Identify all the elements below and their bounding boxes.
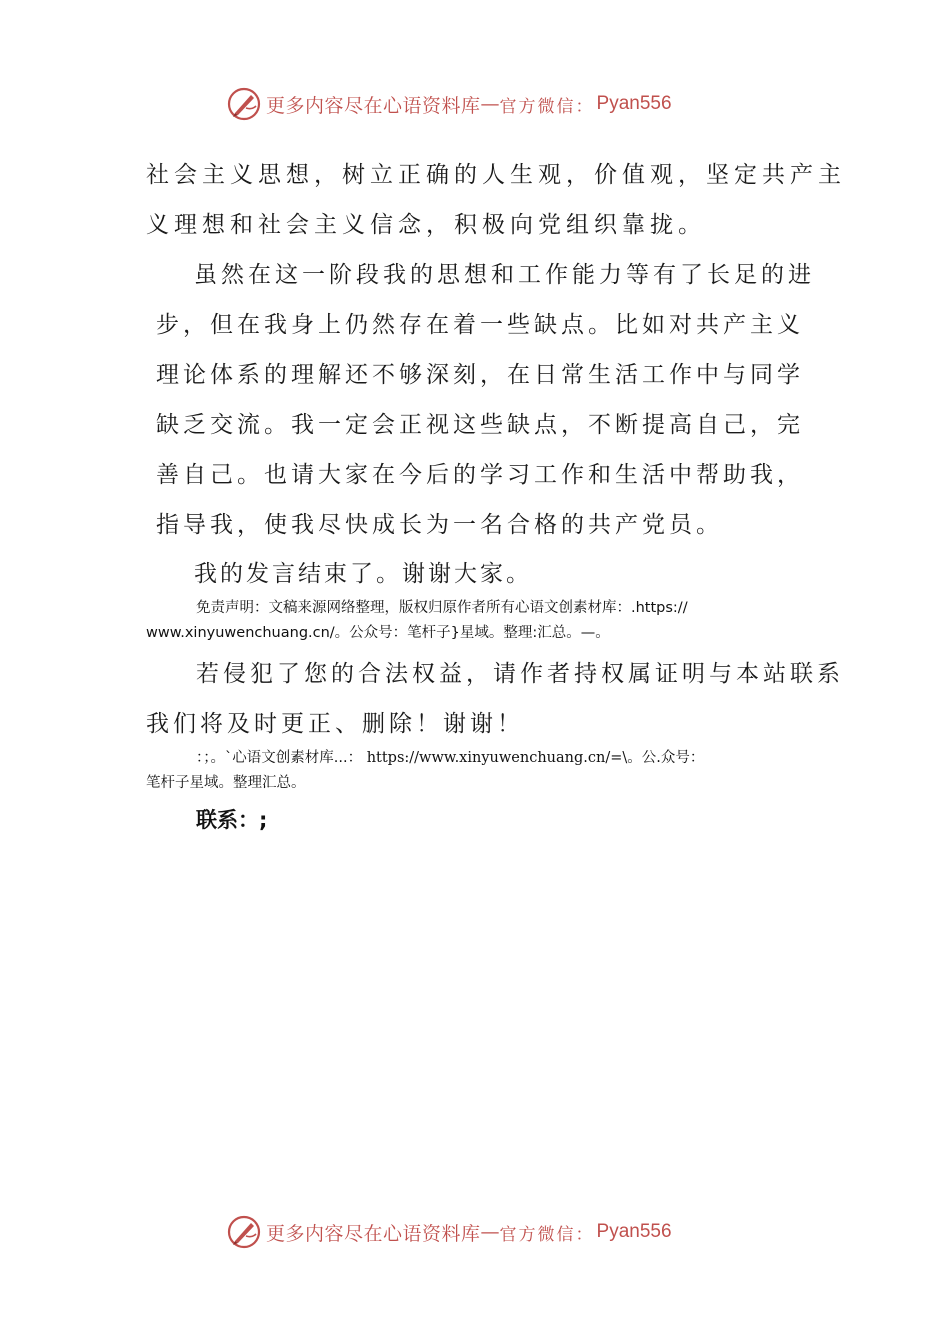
- source-line: 笔杆子星域。整理汇总。: [146, 775, 306, 791]
- source-line: [196, 746, 704, 767]
- notice-line: 我们将及时更正、删除！谢谢！: [146, 711, 524, 737]
- body-line: 步，但在我身上仍然存在着一些缺点。比如对共产主义: [156, 312, 804, 338]
- banner-wechat-id: Pyan556: [596, 93, 672, 114]
- header-banner: [226, 84, 672, 124]
- notice-line: 若侵犯了您的合法权益，请作者持权属证明与本站联系: [196, 661, 844, 687]
- pen-logo-icon: [226, 86, 262, 122]
- disclaimer-line: www.xinyuwenchuang.cn/。公众号：笔杆子}星域。整理:汇总。—。: [146, 625, 610, 641]
- body-line: 义理想和社会主义信念，积极向党组织靠拢。: [146, 212, 706, 238]
- body-line: 善自己。也请大家在今后的学习工作和生活中帮助我，: [156, 462, 804, 488]
- body-line: 我的发言结束了。谢谢大家。: [194, 561, 532, 587]
- source-url: https://www.xinyuwenchuang.cn/=\。公.众号：: [366, 750, 705, 766]
- banner-slogan: 更多内容尽在心语资料库: [266, 1222, 481, 1245]
- disclaimer-line: 免责声明：文稿来源网络整理，版权归原作者所有心语文创素材库：.https://: [196, 600, 688, 616]
- banner-dash: —: [480, 93, 500, 115]
- pen-logo-icon: [226, 1214, 262, 1250]
- banner-dash: —: [480, 1221, 500, 1243]
- banner-wechat-id: Pyan556: [596, 1221, 672, 1242]
- banner-wechat-label: 官方微信：: [499, 1224, 595, 1245]
- banner-slogan: 更多内容尽在心语资料库: [266, 94, 481, 117]
- body-line: 理论体系的理解还不够深刻，在日常生活工作中与同学: [156, 362, 804, 388]
- contact-label: 联系：;: [196, 808, 268, 832]
- footer-banner: [226, 1212, 672, 1252]
- banner-wechat-label: 官方微信：: [499, 96, 595, 117]
- body-line: 指导我，使我尽快成长为一名合格的共产党员。: [156, 512, 723, 538]
- body-line: 社会主义思想，树立正确的人生观，价值观，坚定共产主: [146, 162, 846, 188]
- source-prefix: ：；。`心语文创素材库...：: [196, 750, 363, 766]
- body-line: 虽然在这一阶段我的思想和工作能力等有了长足的进: [194, 262, 815, 288]
- body-line: 缺乏交流。我一定会正视这些缺点，不断提高自己，完: [156, 412, 804, 438]
